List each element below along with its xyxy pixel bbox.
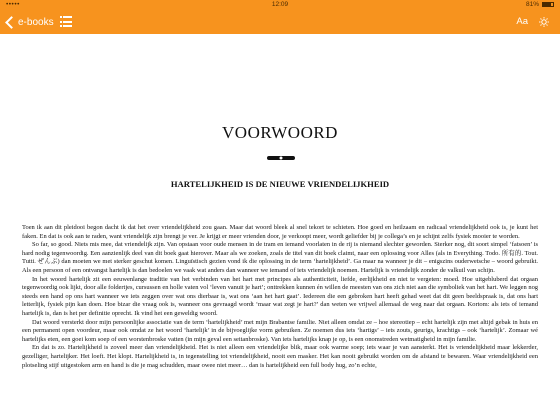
signal-strength: ••••• <box>6 1 20 8</box>
chapter-title: VOORWOORD <box>222 123 338 142</box>
ornament-divider-icon <box>265 154 297 162</box>
battery-percent: 81% <box>525 1 539 8</box>
paragraph: So far, so good. Niets mis mee, dat vriendelijk zijn. Van opstaan voor oude mensen in de tram en iemand voorlaten in de rij is niemand slechter geworden. Sterker nog, dit soort simpel ‘fatsoen’ is hard nodig tegenwoordig. Een aanzienlijk deel van dit boek gaat hierover. Maar als we zoeken, zoals de titel van dit boek claimt, naar een oplossing voor Alles (als in Everything. Todo. 所有的. Tout. Tutti. ぜんぶ) dan moeten we met sterker geschut komen. Linguïstisch gezien vond ik die oplossing in de term ‘hartelijkheid’. Ga maar na wanneer je dit – enigszins ouderwetsche – woord gebruikt. Als een persoon of een ontvangst hartelijk is dan bedoelen we vaak wat anders dan wanneer we iemand of iets vriendelijk noemen. Hartelijk is vriendelijk zonder de valkuil van schijn. <box>22 241 538 274</box>
chevron-left-icon <box>5 16 18 29</box>
back-button-label: e-books <box>18 16 54 28</box>
table-of-contents-icon[interactable] <box>60 16 72 28</box>
battery-status <box>526 1 554 8</box>
chapter-body <box>22 224 538 370</box>
back-button[interactable] <box>4 14 54 30</box>
status-time: 12:09 <box>271 1 289 8</box>
battery-icon <box>542 2 554 7</box>
chapter-subtitle: HARTELIJKHEID IS DE NIEUWE VRIENDELIJKHEID <box>170 179 390 189</box>
status-bar <box>0 0 560 10</box>
brightness-icon[interactable] <box>539 17 549 27</box>
paragraph: Toen ik aan dit pleidooi begon dacht ik dat het over vriendelijkheid zou gaan. Maar dat woord bleek al snel tekort te schieten. Hoe goed en heilzaam en radicaal vriendelijkheid ook is, je kunt het faken. En dat is ook aan te raden, want vriendelijk zijn brengt je ver. Je krijgt er meer vrienden door, je verkoopt meer, wordt geliefder bij je collega’s en je schijnt zelfs fysiek mooier te worden. <box>22 224 538 240</box>
reader-toolbar <box>0 10 560 34</box>
paragraph: En dat is zo. Hartelijkheid is zoveel meer dan vriendelijkheid. Het is niet alleen een vriendelijke blik, maar ook warme soep; iets waar je van aansterkt. Het is vriendelijkheid maar lekkerder, gezelliger, hartelijker. Het loeft. Het klopt. Hartelijkheid is, in tegenstelling tot vriendelijkheid, nooit een masker. Het kan nooit gebruikt worden om de afstand te bewaren. Waar vriendelijkheid een plotseling stijf uitgestoken arm en hand is die je mag schudden, maar owee niet meer… dan is hartelijkheid een full body hug, zo’n echte, <box>22 344 538 369</box>
font-settings-button[interactable]: Aa <box>516 16 528 27</box>
paragraph: Dat woord versterkt door mijn persoonlijke associatie van de term ‘hartelijkheid’ met mijn Brabantse familie. Niet alleen omdat ze – hoe stereotiep – echt hartelijk zijn met altijd gebak in huis en een permanent open voordeur, maar ook omdat ze het woord ‘hartelijk’ in de bijvoeglijke vorm gebruiken. Ze noemen dus iets ‘hartigs’ – iets zouts, geurigs, krachtigs – ook ‘hartelijk’. Zomaar wé hartelijks eten, een goei kom soep of een worstenbroske vatten (in mijn geval een seitanbroske). Van iets hartelijks knap je op, is een onomstreden wetmatigheid in mijn familie. <box>22 318 538 343</box>
paragraph: In het woord hartelijk zit een eeuwenlange traditie van het verbinden van het hart met principes als authenticiteit, liefde, eerlijkheid en niet te vergeten: moed. Hoe uitgebluberd dat orgaan tegenwoordig ook lijkt, door alle foldertjes, cursussen en holle vaten vol ‘leven vanuit je hart’; onttrekken kunnen én willen de meesten van ons zich niet aan die symboliek van het hart. We leggen nog steeds een hand op ons hart wanneer we iets zeggen over wat ons dierbaar is, wat ons ‘aan het hart gaat’. Iedereen die een gebroken hart heeft gehad weet dat dit geen beeldspraak is, dat ons hart letterlijk, fysiek pijn kan doen. Hoe bizar die vraag ook is, wanneer ons gevraagd wordt ‘maar wat zegt je hart?’ dan weten we vrijwel allemaal de weg naar dat orgaan. Kortom: als iets of iemand hartelijk is, dan is het per definitie oprecht. Ik vind het een geweldig woord. <box>22 275 539 317</box>
